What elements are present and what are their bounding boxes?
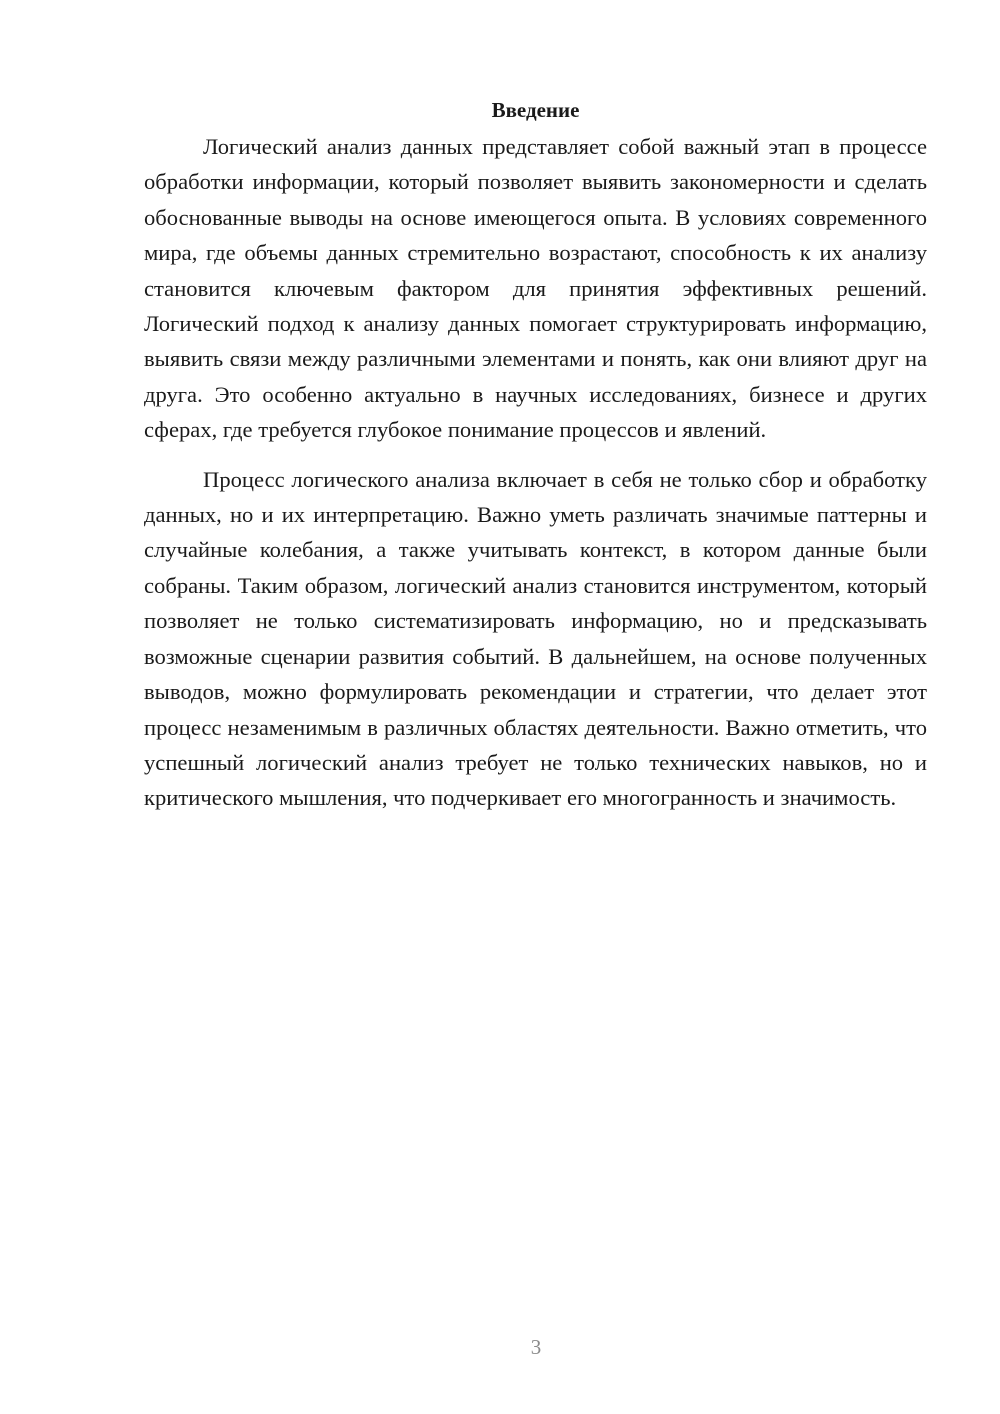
section-heading: Введение: [491, 98, 580, 122]
page-content: [144, 94, 927, 816]
paragraph-2: Процесс логического анализа включает в себя не только сбор и обработку данных, но и их интерпретацию. Важно уметь различать значимые паттерны и случайные колебания, а также учитывать контекст, в котором данные были собраны. Таким образом, логический анализ становится инструментом, который позволяет не только систематизировать информацию, но и предсказывать возможные сценарии развития событий. В дальнейшем, на основе полученных выводов, можно формулировать рекомендации и стратегии, что делает этот процесс незаменимым в различных областях деятельности. Важно отметить, что успешный логический анализ требует не только технических навыков, но и критического мышления, что подчеркивает его многогранность и значимость.: [144, 466, 927, 811]
page-number: 3: [530, 1335, 542, 1359]
paragraph-1: Логический анализ данных представляет собой важный этап в процессе обработки информации, который позволяет выявить закономерности и сделать обоснованные выводы на основе имеющегося опыта. В условиях современного мира, где объемы данных стремительно возрастают, способность к их анализу становится ключевым фактором для принятия эффективных решений. Логический подход к анализу данных помогает структурировать информацию, выявить связи между различными элементами и понять, как они влияют друг на друга. Это особенно актуально в научных исследованиях, бизнесе и других сферах, где требуется глубокое понимание процессов и явлений.: [144, 134, 927, 443]
